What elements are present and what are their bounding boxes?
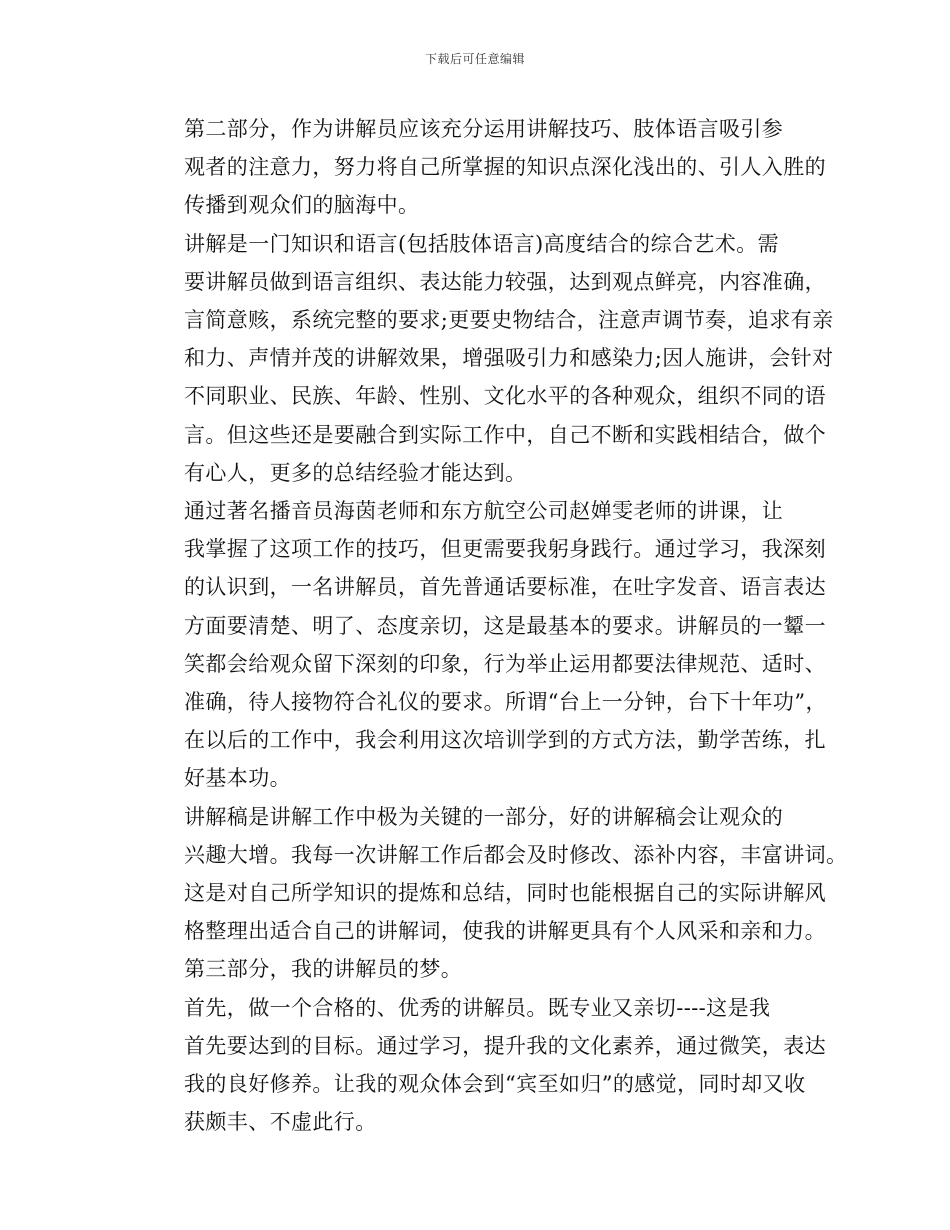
text-line: 首先，做一个合格的、优秀的讲解员。既专业又亲切----这是我 xyxy=(184,995,771,1020)
document-body xyxy=(142,110,848,1141)
paragraph xyxy=(142,110,826,225)
text-line: 第三部分，我的讲解员的梦。 xyxy=(184,957,463,982)
text-line: 要讲解员做到语言组织、表达能力较强，达到观点鲜亮，内容准确， xyxy=(184,269,826,294)
text-line: 兴趣大增。我每一次讲解工作后都会及时修改、添补内容，丰富讲词。 xyxy=(184,842,848,867)
text-line: 准确，待人接物符合礼仪的要求。所谓“台上一分钟，台下十年功”， xyxy=(184,690,827,715)
page-header: 下载后可任意编辑 xyxy=(424,52,525,66)
text-line: 通过著名播音员海茵老师和东方航空公司赵婵雯老师的讲课，让 xyxy=(184,499,784,524)
text-line: 我的良好修养。让我的观众体会到“宾至如归”的感觉，同时却又收 xyxy=(184,1072,806,1097)
text-line: 言。但这些还是要融合到实际工作中，自己不断和实践相结合，做个 xyxy=(184,422,826,447)
text-line: 好基本功。 xyxy=(184,766,291,791)
paragraph xyxy=(142,225,834,492)
text-line: 和力、声情并茂的讲解效果，增强吸引力和感染力;因人施讲，会针对 xyxy=(184,346,834,371)
text-line: 不同职业、民族、年龄、性别、文化水平的各种观众，组织不同的语 xyxy=(184,384,826,409)
text-line: 方面要清楚、明了、态度亲切，这是最基本的要求。讲解员的一颦一 xyxy=(184,613,826,638)
text-line: 这是对自己所学知识的提炼和总结，同时也能根据自己的实际讲解风 xyxy=(184,881,826,906)
text-line: 我掌握了这项工作的技巧，但更需要我躬身践行。通过学习，我深刻 xyxy=(184,537,826,562)
text-line: 有心人，更多的总结经验才能达到。 xyxy=(184,460,527,485)
text-line: 言简意赅，系统完整的要求;更要史物结合，注意声调节奏，追求有亲 xyxy=(184,308,834,333)
text-line: 获颇丰、不虚此行。 xyxy=(184,1110,377,1135)
text-line: 的认识到，一名讲解员，首先普通话要标准，在吐字发音、语言表达 xyxy=(184,575,826,600)
paragraph xyxy=(142,798,848,951)
text-line: 在以后的工作中，我会利用这次培训学到的方式方法，勤学苦练，扎 xyxy=(184,728,826,753)
text-line: 传播到观众们的脑海中。 xyxy=(184,193,420,218)
text-line: 观者的注意力，努力将自己所掌握的知识点深化浅出的、引人入胜的 xyxy=(184,155,826,180)
paragraph xyxy=(142,989,826,1142)
text-line: 笑都会给观众留下深刻的印象，行为举止运用都要法律规范、适时、 xyxy=(184,651,826,676)
text-line: 首先要达到的目标。通过学习，提升我的文化素养，通过微笑，表达 xyxy=(184,1033,826,1058)
section-heading-paragraph xyxy=(142,950,807,988)
text-line: 讲解是一门知识和语言(包括肢体语言)高度结合的综合艺术。需 xyxy=(184,231,779,256)
text-line: 第二部分，作为讲解员应该充分运用讲解技巧、肢体语言吸引参 xyxy=(184,117,784,141)
paragraph xyxy=(142,492,827,798)
text-line: 格整理出适合自己的讲解词，使我的讲解更具有个人风采和亲和力。 xyxy=(184,919,826,944)
text-line: 讲解稿是讲解工作中极为关键的一部分，好的讲解稿会让观众的 xyxy=(184,804,784,829)
